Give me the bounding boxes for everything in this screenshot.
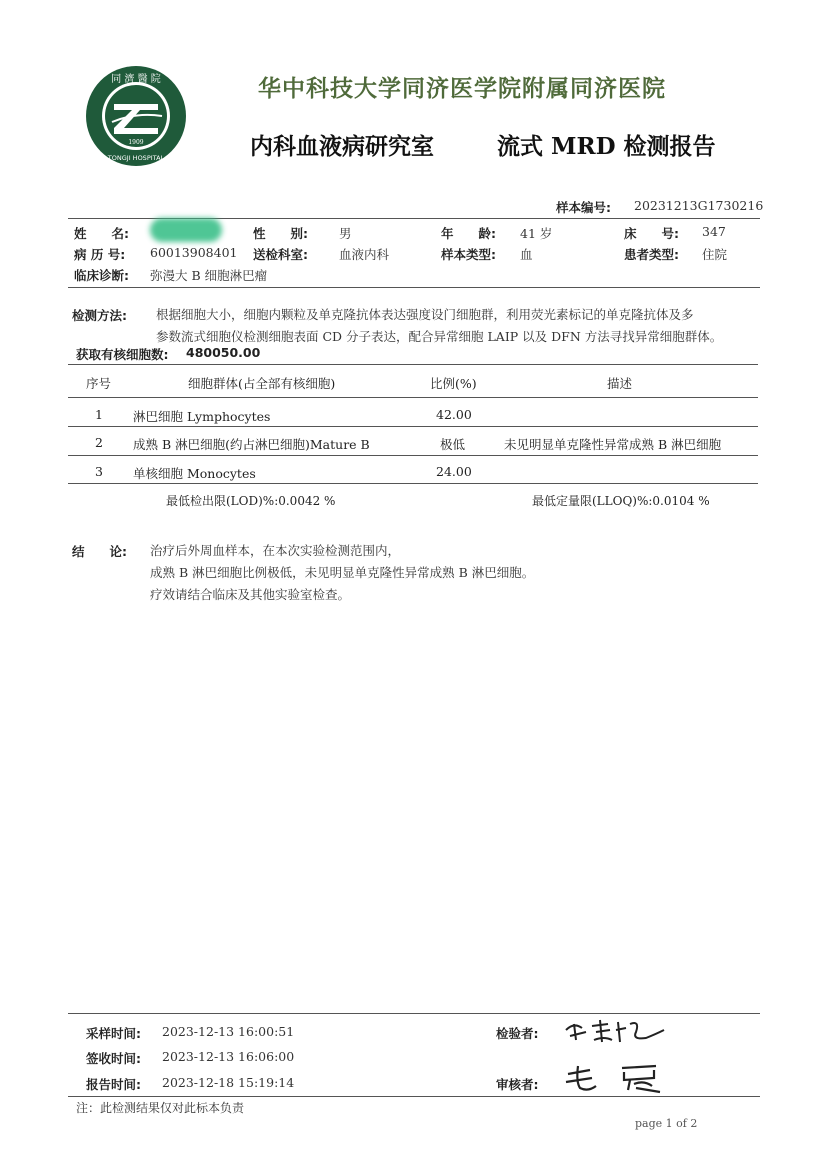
- method-line-1: 根据细胞大小，细胞内颗粒及单克隆抗体表达强度设门细胞群，利用荧光素标记的单克隆抗体及多: [156, 307, 694, 322]
- age-value: 41 岁: [520, 226, 553, 241]
- row-1-name: 淋巴细胞 Lymphocytes: [133, 409, 271, 424]
- dept-label: 送检科室:: [253, 247, 308, 262]
- th-ratio: 比例(%): [430, 376, 477, 391]
- bed-label: 床 号:: [624, 226, 679, 241]
- dept-value: 血液内科: [339, 247, 390, 262]
- row-1-no: 1: [95, 407, 103, 422]
- receive-time-value: 2023-12-13 16:06:00: [162, 1049, 295, 1064]
- redacted-name: [150, 218, 222, 242]
- patient-type-label: 患者类型:: [624, 247, 679, 262]
- conclusion-line-2: 成熟 B 淋巴细胞比例极低，未见明显单克隆性异常成熟 B 淋巴细胞。: [150, 565, 535, 580]
- method-line-2: 参数流式细胞仪检测细胞表面 CD 分子表达，配合异常细胞 LAIP 以及 DFN 方法寻找异常细胞群体。: [156, 329, 723, 344]
- receive-time-label: 签收时间:: [86, 1051, 141, 1066]
- method-label: 检测方法:: [72, 308, 127, 323]
- report-time-value: 2023-12-18 15:19:14: [162, 1075, 295, 1090]
- hospital-logo: [84, 64, 188, 168]
- row-2-no: 2: [95, 435, 103, 450]
- department-title: 内科血液病研究室: [250, 133, 434, 160]
- diagnosis-value: 弥漫大 B 细胞淋巴瘤: [150, 268, 268, 283]
- row-2-name: 成熟 B 淋巴细胞(约占淋巴细胞)Mature B: [133, 437, 370, 452]
- row-divider: [68, 426, 758, 427]
- sex-value: 男: [339, 226, 352, 241]
- row-divider: [68, 455, 758, 456]
- bed-value: 347: [702, 224, 726, 239]
- th-population: 细胞群体(占全部有核细胞): [188, 376, 336, 391]
- sample-type-label: 样本类型:: [441, 247, 496, 262]
- report-title: 流式 MRD 检测报告: [497, 133, 716, 160]
- logo-bottom-text: TONGJI HOSPITAL: [107, 154, 165, 162]
- th-desc: 描述: [607, 376, 633, 391]
- name-label: 姓 名:: [74, 226, 129, 241]
- sampling-time-label: 采样时间:: [86, 1026, 141, 1041]
- record-no-label: 病 历 号:: [74, 247, 126, 262]
- sample-no-label: 样本编号:: [556, 200, 611, 215]
- table-bottom-line: [68, 483, 758, 484]
- sampling-time-value: 2023-12-13 16:00:51: [162, 1024, 295, 1039]
- divider-info: [68, 287, 760, 288]
- page-number: page 1 of 2: [635, 1117, 698, 1130]
- report-time-label: 报告时间:: [86, 1077, 141, 1092]
- nucleated-value: 480050.00: [186, 345, 261, 360]
- sample-type-value: 血: [520, 247, 533, 262]
- reviewer-label: 审核者:: [496, 1077, 539, 1092]
- method-text: [156, 304, 766, 348]
- row-1-ratio: 42.00: [436, 407, 472, 422]
- footer-note: 注：此检测结果仅对此标本负责: [76, 1101, 245, 1115]
- age-label: 年 龄:: [441, 226, 496, 241]
- nucleated-label: 获取有核细胞数:: [76, 347, 169, 362]
- conclusion-text: [150, 540, 534, 606]
- inspector-signature: [560, 1012, 670, 1046]
- row-3-no: 3: [95, 464, 103, 479]
- row-3-name: 单核细胞 Monocytes: [133, 466, 256, 481]
- footer-bottom-line: [68, 1096, 760, 1097]
- conclusion-line-3: 疗效请结合临床及其他实验室检查。: [150, 587, 351, 602]
- row-3-ratio: 24.00: [436, 464, 472, 479]
- table-top-line: [68, 364, 758, 365]
- th-no: 序号: [86, 376, 112, 391]
- lod-text: 最低检出限(LOD)%:0.0042 %: [166, 494, 336, 508]
- logo-year: 1909: [128, 139, 144, 146]
- patient-type-value: 住院: [702, 247, 728, 262]
- reviewer-signature: [560, 1060, 670, 1096]
- conclusion-line-1: 治疗后外周血样本，在本次实验检测范围内，: [150, 543, 401, 558]
- diagnosis-label: 临床诊断:: [74, 268, 129, 283]
- inspector-label: 检验者:: [496, 1026, 539, 1041]
- row-2-desc: 未见明显单克隆性异常成熟 B 淋巴细胞: [504, 437, 722, 452]
- table-header-line: [68, 397, 758, 398]
- sample-no-value: 20231213G1730216: [634, 198, 764, 213]
- record-no-value: 60013908401: [150, 245, 238, 260]
- sex-label: 性 别:: [253, 226, 308, 241]
- row-2-ratio: 极低: [440, 437, 466, 452]
- conclusion-label: 结 论:: [72, 544, 127, 559]
- logo-top-text: 同 濟 醫 院: [111, 74, 161, 85]
- lloq-text: 最低定量限(LLOQ)%:0.0104 %: [532, 494, 710, 508]
- hospital-name: 华中科技大学同济医学院附属同济医院: [258, 75, 666, 102]
